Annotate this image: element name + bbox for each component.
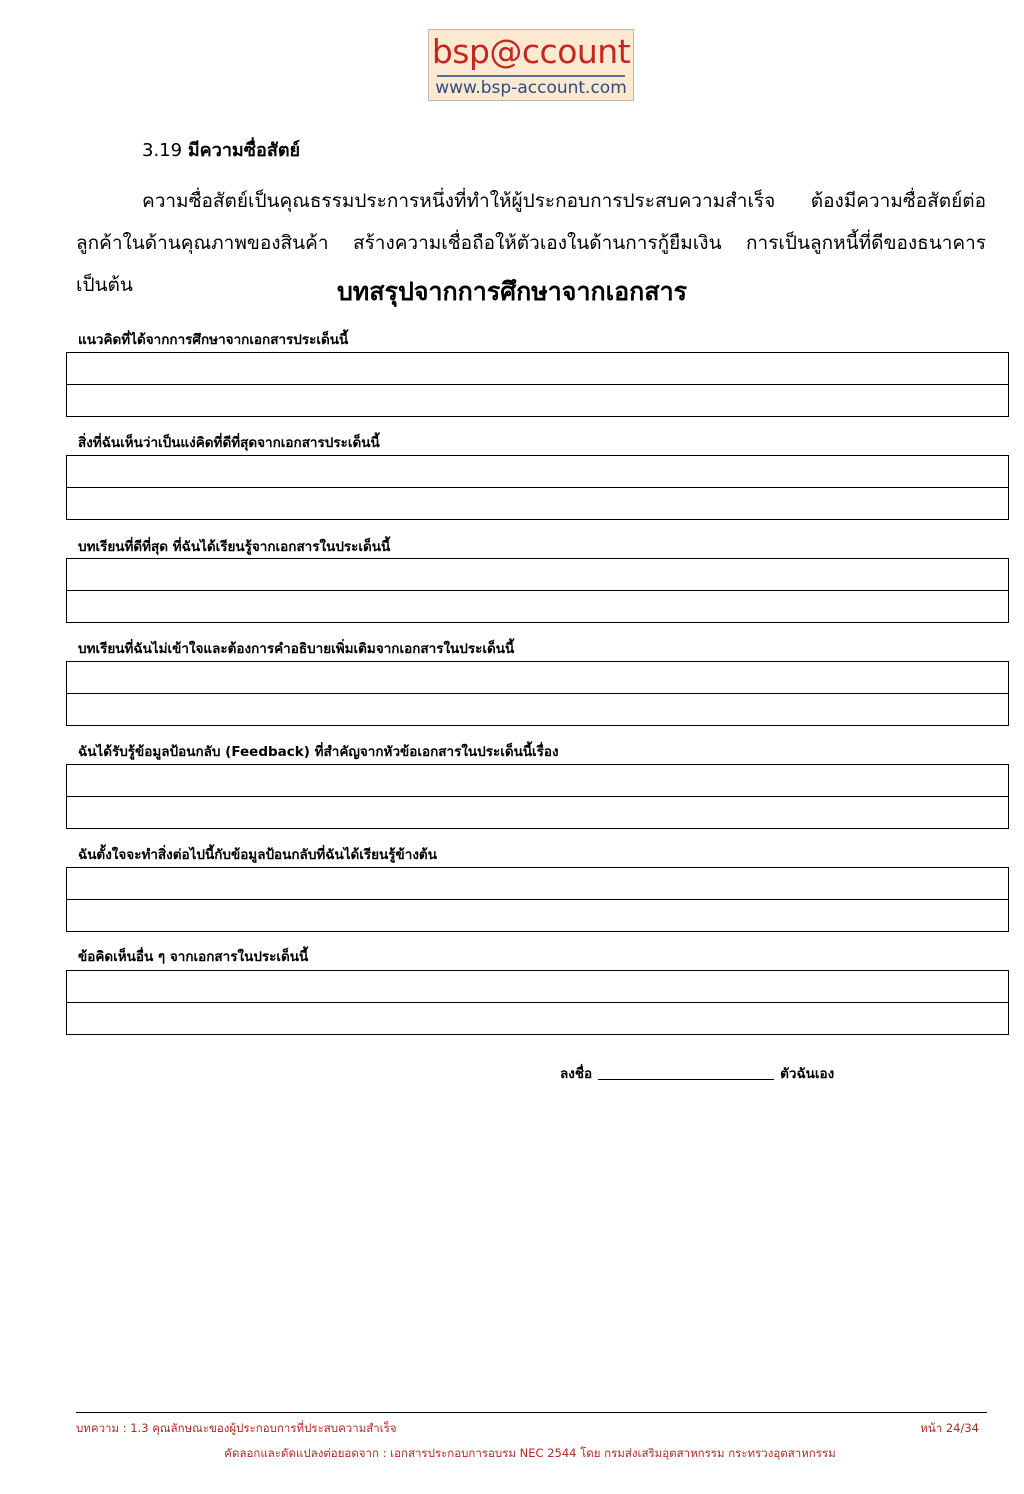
block-label-next-actions: ฉันตั้งใจจะทำสิ่งต่อไปนี้กับข้อมูลป้อนกลับที่ฉันได้เรียนรู้ข้างต้น [78, 847, 437, 863]
answer-box-divider [67, 796, 1008, 797]
section-paragraph: ความซื่อสัตย์เป็นคุณธรรมประการหนึ่งที่ทำให้ผู้ประกอบการประสบความสำเร็จ ต้องมีความซื่อสัตย์ต่อลูกค้าในด้านคุณภาพของสินค้า สร้างความเชื่อถือให้ตัวเองในด้านการกู้ยืมเงิน การเป็นลูกหนี้ที่ดีของธนาคาร เป็นต้น [76, 190, 986, 296]
answer-box-divider [67, 384, 1008, 385]
section-heading [142, 135, 300, 164]
answer-box-unclear-lesson[interactable] [66, 661, 1009, 726]
answer-box-next-actions[interactable] [66, 867, 1009, 932]
logo-url: www.bsp-account.com [435, 78, 627, 98]
answer-box-divider [67, 1002, 1008, 1003]
block-label-concept: แนวคิดที่ได้จากการศึกษาจากเอกสารประเด็นนี้ [78, 332, 349, 348]
answer-box-divider [67, 693, 1008, 694]
logo-divider [437, 75, 625, 77]
answer-box-concept[interactable] [66, 352, 1009, 417]
signature-line [560, 1062, 834, 1084]
company-logo [428, 29, 634, 101]
answer-box-divider [67, 590, 1008, 591]
block-label-feedback: ฉันได้รับรู้ข้อมูลป้อนกลับ (Feedback) ที่สำคัญจากหัวข้อเอกสารในประเด็นนี้เรื่อง [78, 744, 559, 760]
block-label-best-lesson: บทเรียนที่ดีที่สุด ที่ฉันได้เรียนรู้จากเอกสารในประเด็นนี้ [78, 539, 391, 555]
signature-blank[interactable] [598, 1079, 774, 1080]
answer-box-other-comments[interactable] [66, 970, 1009, 1035]
answer-box-best-insight[interactable] [66, 455, 1009, 520]
block-label-other-comments: ข้อคิดเห็นอื่น ๆ จากเอกสารในประเด็นนี้ [78, 949, 309, 965]
footer-credit: คัดลอกและดัดแปลงต่อยอดจาก : เอกสารประกอบการอบรม NEC 2544 โดย กรมส่งเสริมอุตสาหกรรม กระทรวงอุตสาหกรรม [224, 1446, 836, 1460]
answer-box-best-lesson[interactable] [66, 558, 1009, 623]
answer-box-feedback[interactable] [66, 764, 1009, 829]
logo-name: bsp@ccount [431, 32, 631, 71]
footer-divider [76, 1412, 987, 1413]
summary-title: บทสรุปจากการศึกษาจากเอกสาร [336, 277, 688, 306]
signature-prefix: ลงชื่อ [560, 1066, 593, 1082]
footer-article: บทความ : 1.3 คุณลักษณะของผู้ประกอบการที่ประสบความสำเร็จ [76, 1421, 397, 1435]
section-number: 3.19 [142, 140, 183, 161]
block-label-unclear-lesson: บทเรียนที่ฉันไม่เข้าใจและต้องการคำอธิบายเพิ่มเติมจากเอกสารในประเด็นนี้ [78, 641, 515, 657]
footer-page-number: หน้า 24/34 [920, 1421, 979, 1435]
section-title: มีความซื่อสัตย์ [187, 140, 301, 161]
answer-box-divider [67, 487, 1008, 488]
signature-suffix: ตัวฉันเอง [780, 1066, 835, 1082]
answer-box-divider [67, 899, 1008, 900]
block-label-best-insight: สิ่งที่ฉันเห็นว่าเป็นแง่คิดที่ดีที่สุดจากเอกสารประเด็นนี้ [78, 435, 380, 451]
